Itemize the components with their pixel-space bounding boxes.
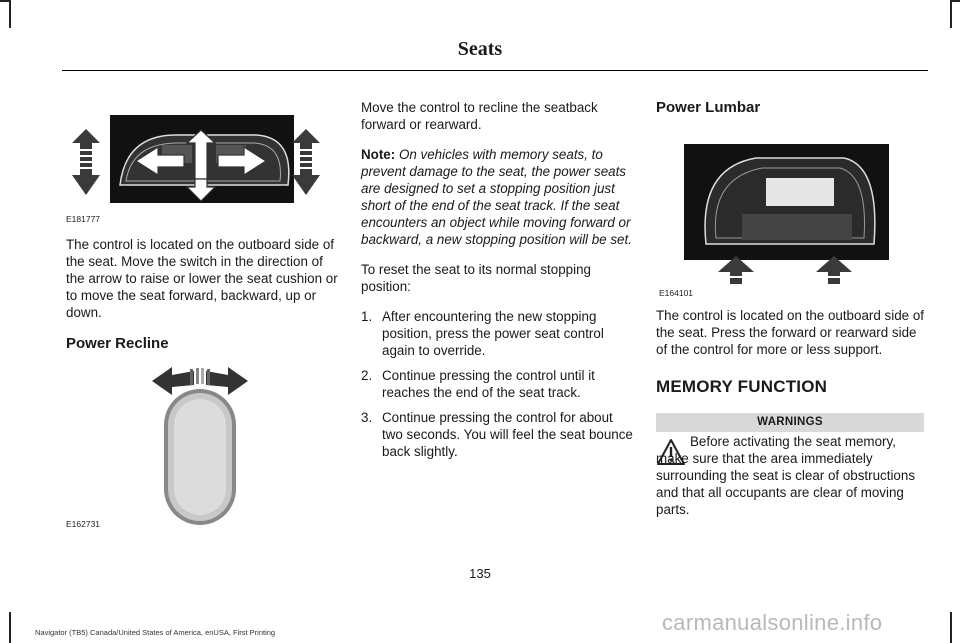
page-title: Seats bbox=[457, 38, 503, 60]
numbered-list bbox=[361, 308, 633, 460]
crop-mark bbox=[952, 0, 960, 2]
paragraph: The control is located on the outboard side of the seat. Press the forward or rearward side of the control for more or less support. bbox=[656, 308, 924, 357]
header-rule bbox=[62, 70, 928, 71]
warnings-bar: WARNINGS bbox=[656, 413, 924, 432]
power-recline-control-illustration bbox=[150, 355, 250, 527]
list-item bbox=[361, 367, 633, 401]
watermark: carmanualsonline.info bbox=[662, 610, 883, 635]
list-number: 1. bbox=[361, 309, 373, 324]
list-text: Continue pressing the control for about two seconds. You will feel the seat bounce back slightly. bbox=[382, 410, 633, 459]
list-number: 3. bbox=[361, 410, 373, 425]
right-column-top bbox=[656, 99, 926, 129]
list-number: 2. bbox=[361, 368, 373, 383]
list-text: Continue pressing the control until it reaches the end of the seat track. bbox=[382, 368, 595, 400]
crop-mark bbox=[950, 612, 952, 643]
paragraph: To reset the seat to its normal stopping position: bbox=[361, 262, 591, 294]
list-item bbox=[361, 409, 633, 460]
note-label: Note: bbox=[361, 147, 396, 162]
power-lumbar-illustration bbox=[684, 144, 889, 284]
figure-code: E164101 bbox=[659, 288, 694, 298]
right-column-bottom bbox=[656, 307, 926, 408]
section-heading: Power Recline bbox=[66, 335, 169, 352]
figure-code: E181777 bbox=[66, 214, 101, 224]
left-column bbox=[66, 236, 338, 365]
paragraph: Move the control to recline the seatback forward or rearward. bbox=[361, 100, 598, 132]
warning-paragraph: Before activating the seat memory, make sure that the area immediately surrounding the seat is clear of obstructions and that all occupants are clear of moving parts. bbox=[656, 434, 916, 517]
warning-text bbox=[656, 433, 926, 518]
note-text: On vehicles with memory seats, to prevent damage to the seat, the power seats are designed to set a stopping position just short of the end of the seat track. If the seat encounters an object while moving forward or backward, a new stopping position will be set. bbox=[361, 147, 632, 247]
crop-mark bbox=[9, 612, 11, 643]
list-item bbox=[361, 308, 633, 359]
power-seat-switch-illustration bbox=[66, 115, 336, 203]
section-heading: Power Lumbar bbox=[656, 99, 761, 116]
page-number: 135 bbox=[469, 566, 491, 581]
crop-mark bbox=[9, 0, 11, 28]
paragraph: The control is located on the outboard side of the seat. Move the switch in the direction of the arrow to raise or lower the seat cushion or to move the seat forward, backward, up or down. bbox=[66, 237, 338, 320]
crop-mark bbox=[0, 0, 9, 2]
note-paragraph bbox=[361, 146, 633, 248]
crop-mark bbox=[950, 0, 952, 28]
list-text: After encountering the new stopping position, press the power seat control again to override. bbox=[382, 309, 604, 358]
section-heading: MEMORY FUNCTION bbox=[656, 377, 828, 396]
footer-text: Navigator (TB5) Canada/United States of America, enUSA, First Printing bbox=[35, 628, 276, 637]
middle-column bbox=[361, 99, 633, 468]
figure-code: E162731 bbox=[66, 519, 101, 529]
